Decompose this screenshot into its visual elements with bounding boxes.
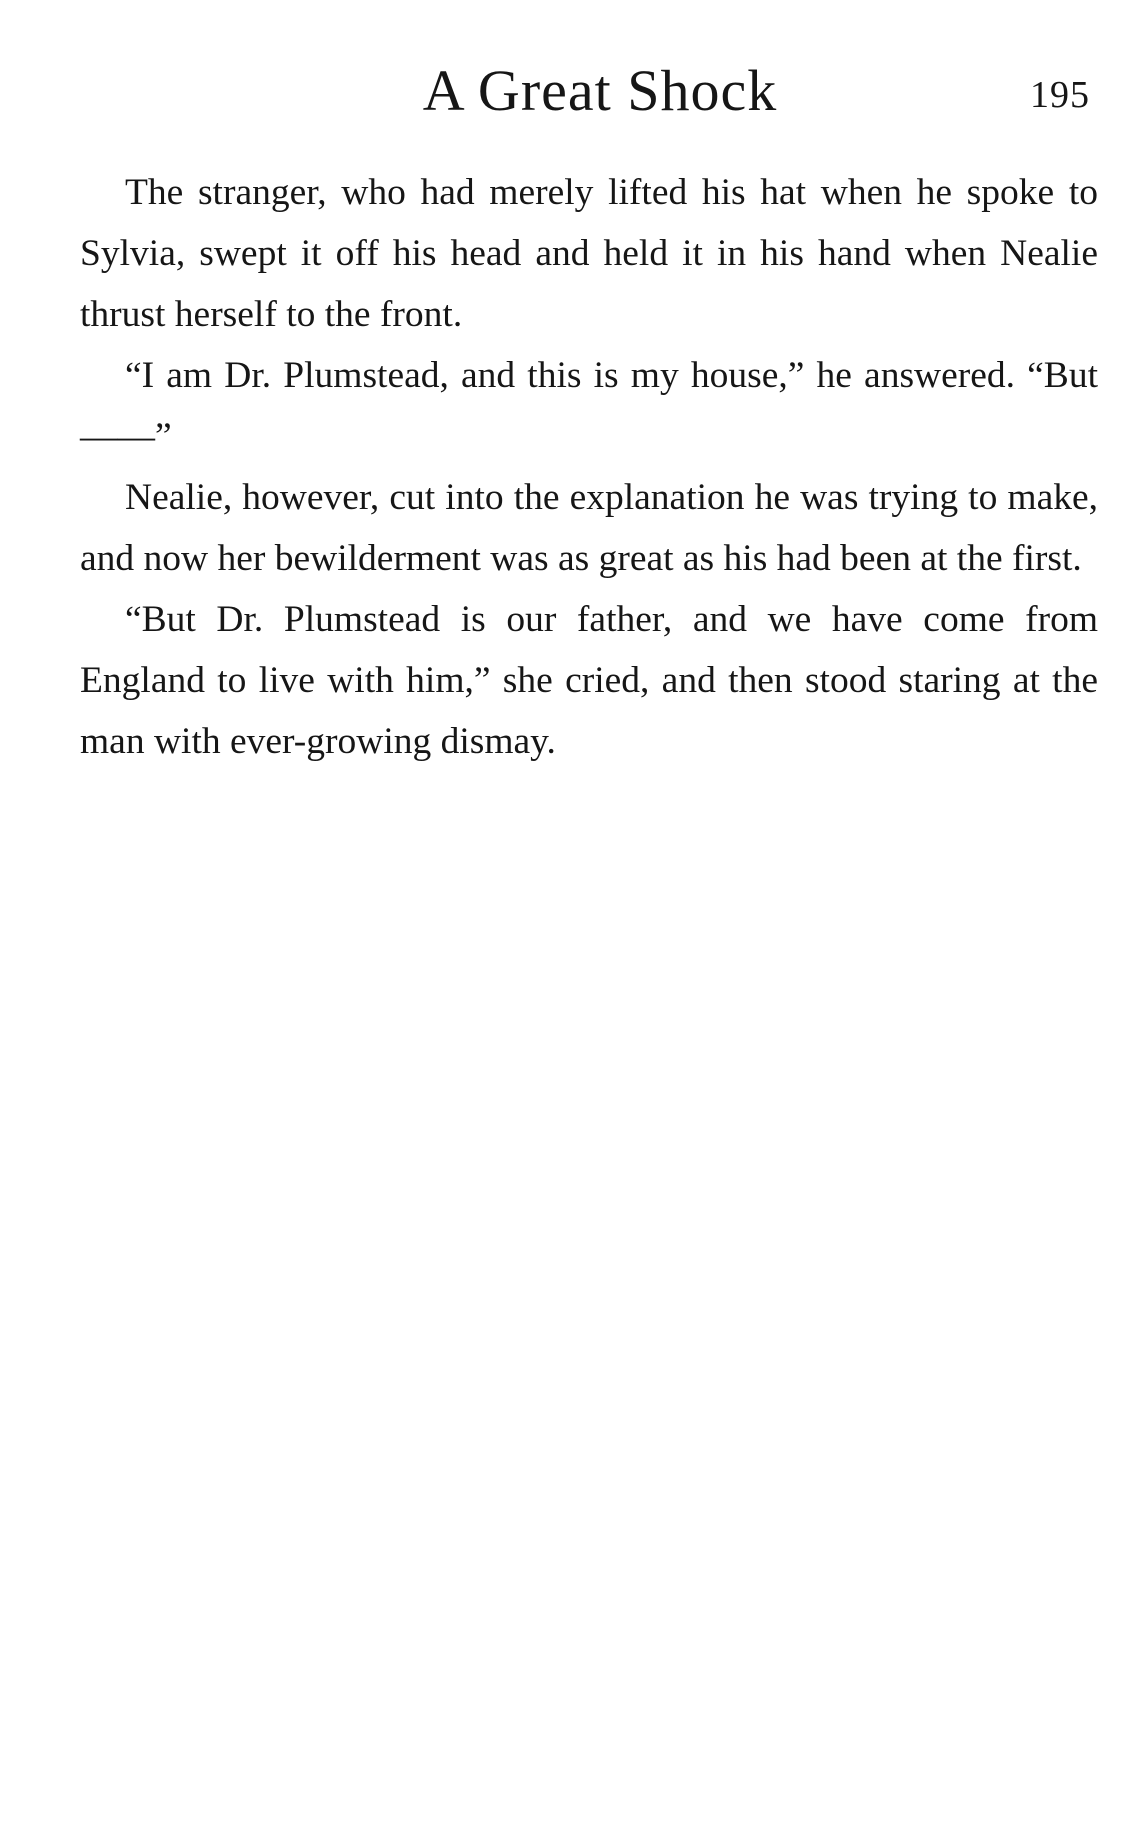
paragraph: “I am Dr. Plumstead, and this is my house,” he answered. “But——” — [80, 355, 1098, 457]
running-title: A Great Shock — [422, 58, 778, 123]
paragraph: “But Dr. Plumstead is our father, and we have come from England to live with him,” she cried, and then stood staring at the man with ever-growing dismay. — [80, 599, 1098, 762]
paragraph: The stranger, who had merely lifted his hat when he spoke to Sylvia, swept it off his head and held it in his hand when Nealie thrust herself to the front. — [80, 172, 1098, 335]
body-text — [80, 162, 1098, 772]
paragraph: Nealie, however, cut into the explanation he was trying to make, and now her bewilderment was as great as his had been at the first. — [80, 477, 1098, 579]
page-number: 195 — [1030, 74, 1090, 116]
running-head — [80, 56, 1090, 126]
